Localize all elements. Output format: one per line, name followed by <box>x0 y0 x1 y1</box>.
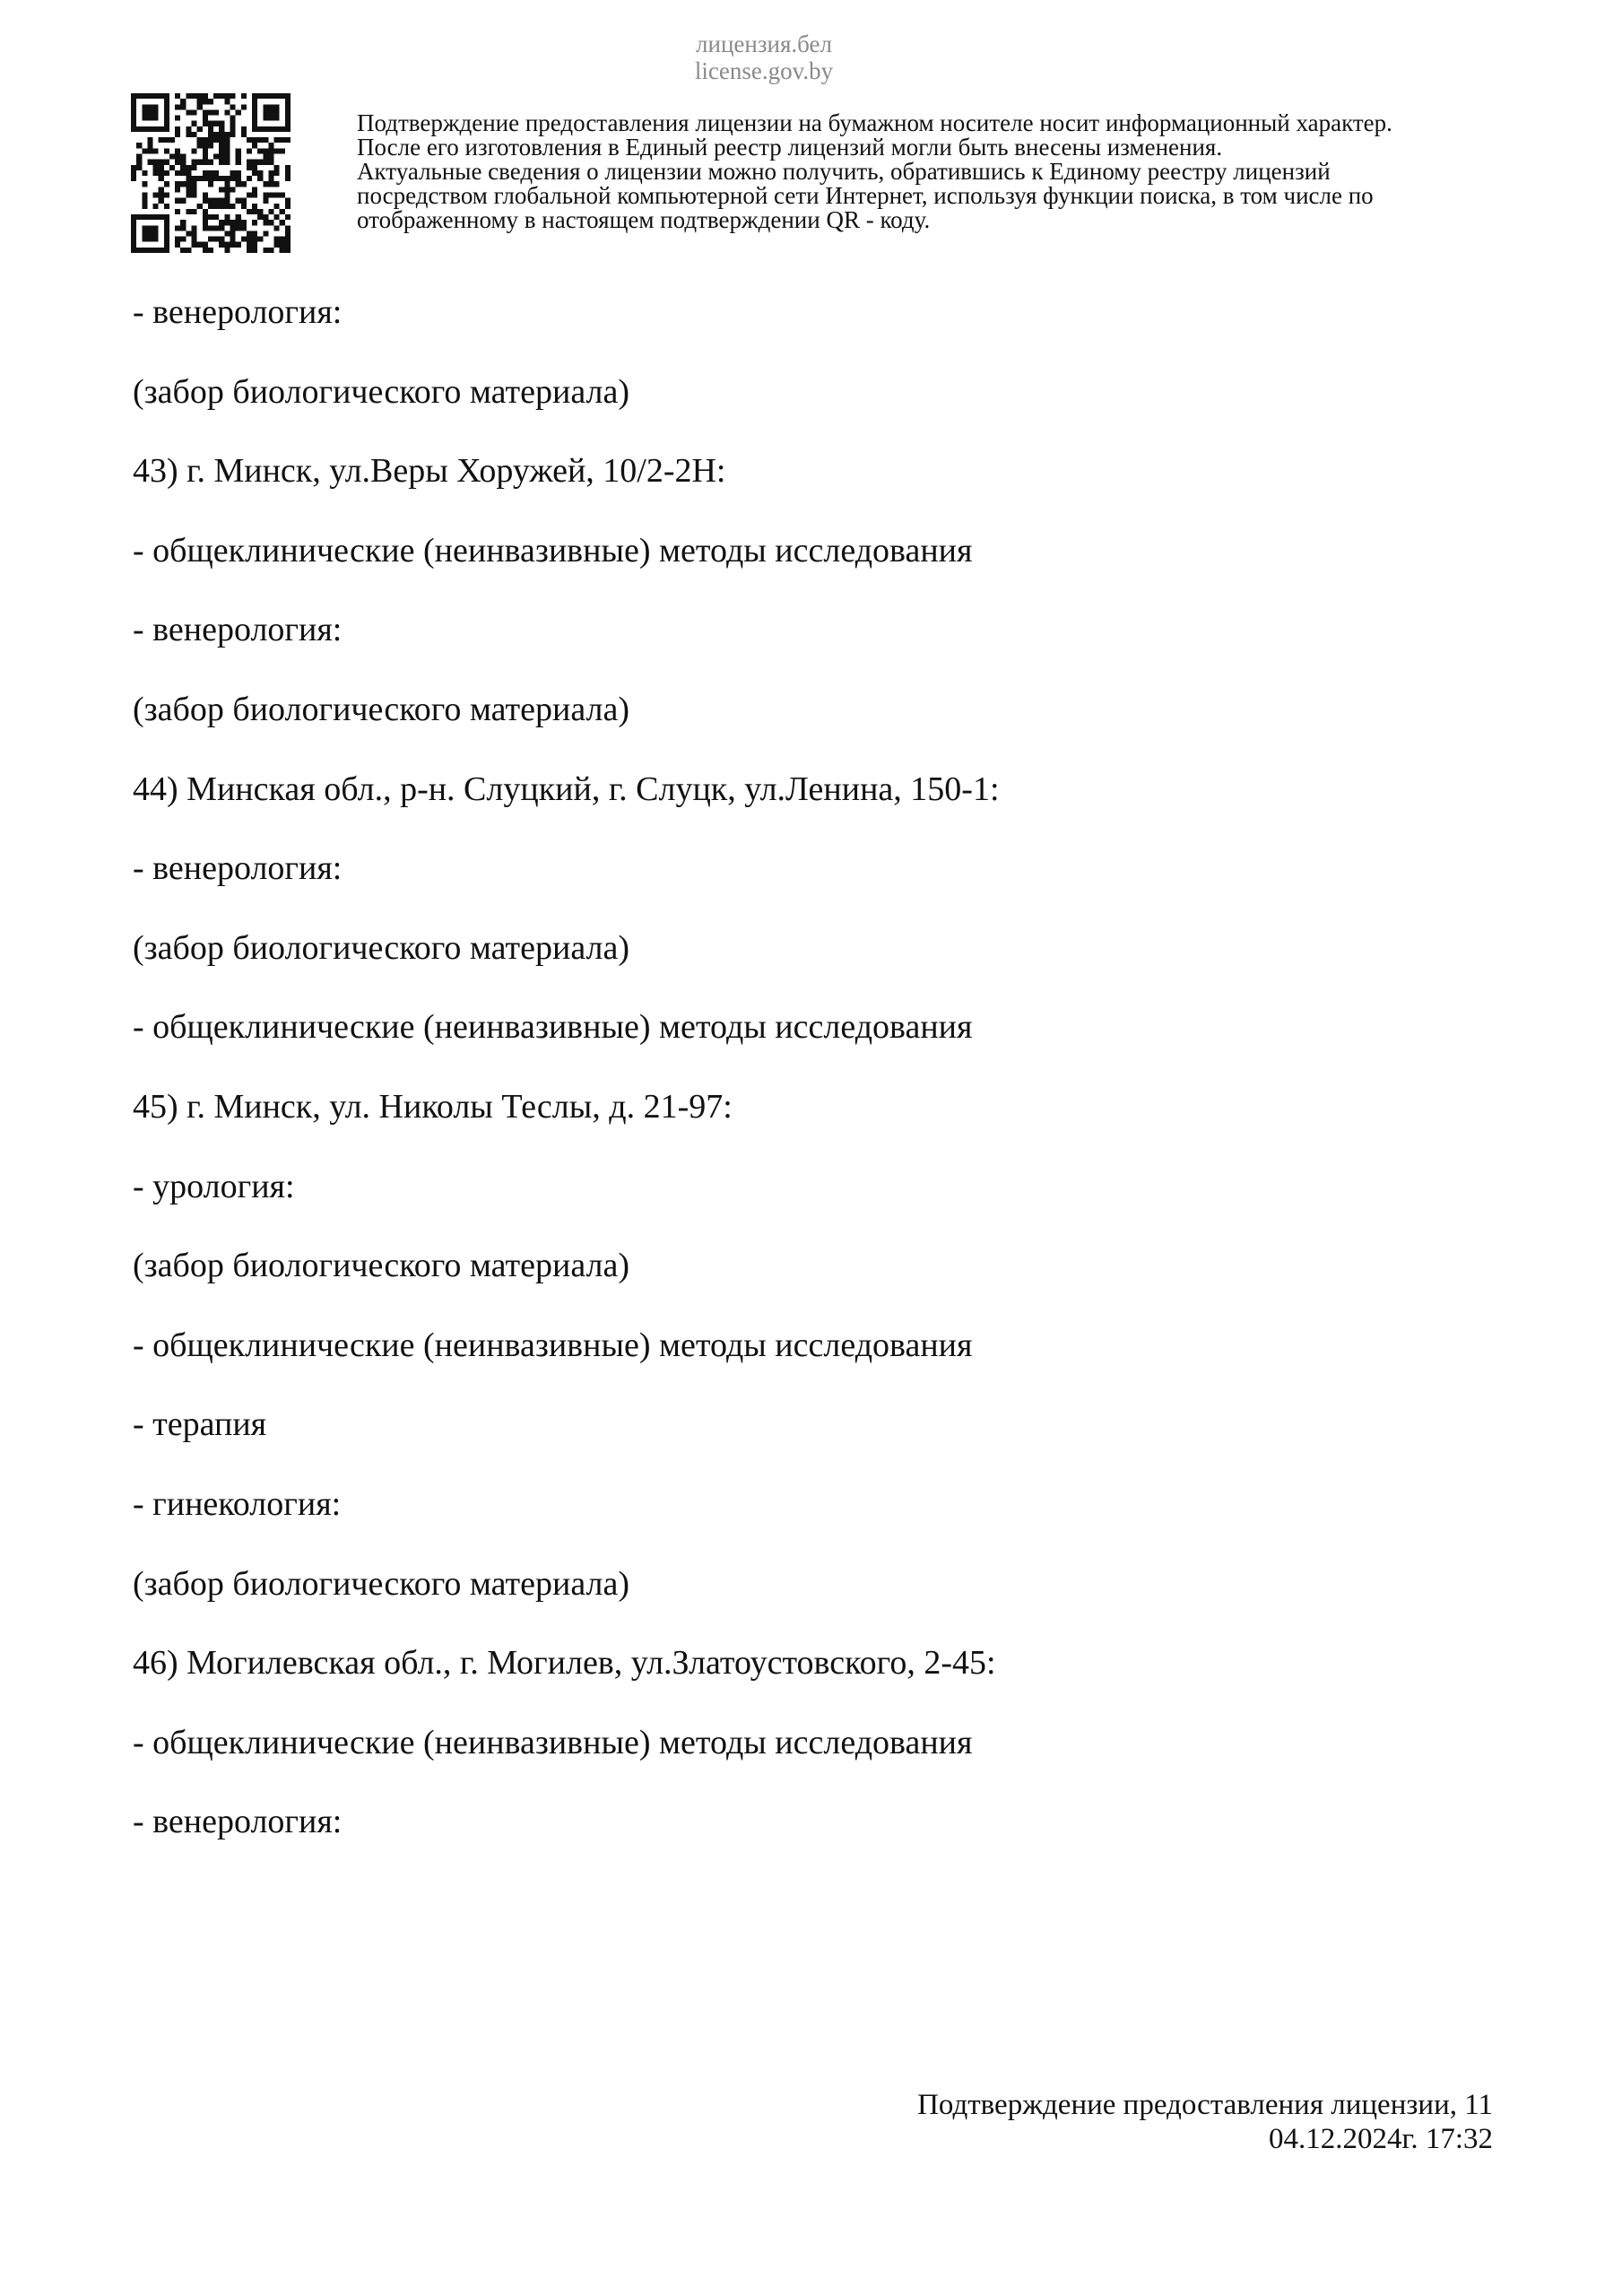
site-address <box>683 30 845 84</box>
address-45: 45) г. Минск, ул. Николы Теслы, д. 21-97: <box>133 1087 733 1126</box>
body-line: - венерология: <box>133 611 343 649</box>
footer-datetime: 04.12.2024г. 17:32 <box>1269 2123 1493 2155</box>
notice-line-1: Подтверждение предоставления лицензии на бумажном носителе носит информационный характер. <box>357 109 1392 136</box>
info-notice <box>357 111 1549 232</box>
body-line: (забор биологического материала) <box>133 1564 630 1603</box>
body-line: (забор биологического материала) <box>133 372 630 411</box>
body-line: (забор биологического материала) <box>133 1247 630 1285</box>
site-domain-by: license.gov.by <box>694 57 834 84</box>
address-44: 44) Минская обл., р-н. Слуцкий, г. Слуцк, ул.Ленина, 150-1: <box>133 770 1000 808</box>
qr-code-icon <box>131 93 291 253</box>
notice-line-5: отображенному в настоящем подтверждении QR - коду. <box>357 206 931 233</box>
license-body <box>133 292 1478 1882</box>
page-footer <box>917 2088 1493 2156</box>
body-line: (забор биологического материала) <box>133 928 630 967</box>
body-line: - терапия <box>133 1405 267 1444</box>
notice-line-4: посредством глобальной компьютерной сети Интернет, используя функции поиска, в том числе по <box>357 182 1374 209</box>
site-domain-bel: лицензия.бел <box>696 30 832 57</box>
body-line: - общеклинические (неинвазивные) методы исследования <box>133 1723 973 1761</box>
body-line: - венерология: <box>133 849 343 888</box>
footer-caption: Подтверждение предоставления лицензии, 11 <box>917 2089 1493 2121</box>
address-43: 43) г. Минск, ул.Веры Хоружей, 10/2-2Н: <box>133 452 726 491</box>
notice-line-2: После его изготовления в Единый реестр лицензий могли быть внесены изменения. <box>357 134 1223 161</box>
body-line: - общеклинические (неинвазивные) методы исследования <box>133 531 973 570</box>
body-line: - гинекология: <box>133 1484 342 1523</box>
body-line: - общеклинические (неинвазивные) методы исследования <box>133 1008 973 1047</box>
body-line: (забор биологического материала) <box>133 690 630 728</box>
body-line: - общеклинические (неинвазивные) методы исследования <box>133 1326 973 1364</box>
notice-line-3: Актуальные сведения о лицензии можно получить, обратившись к Единому реестру лицензий <box>357 158 1331 185</box>
body-line: - венерология: <box>133 1803 343 1841</box>
body-line: - урология: <box>133 1167 295 1205</box>
address-46: 46) Могилевская обл., г. Могилев, ул.Златоустовского, 2-45: <box>133 1644 996 1683</box>
body-line: - венерология: <box>133 293 343 331</box>
